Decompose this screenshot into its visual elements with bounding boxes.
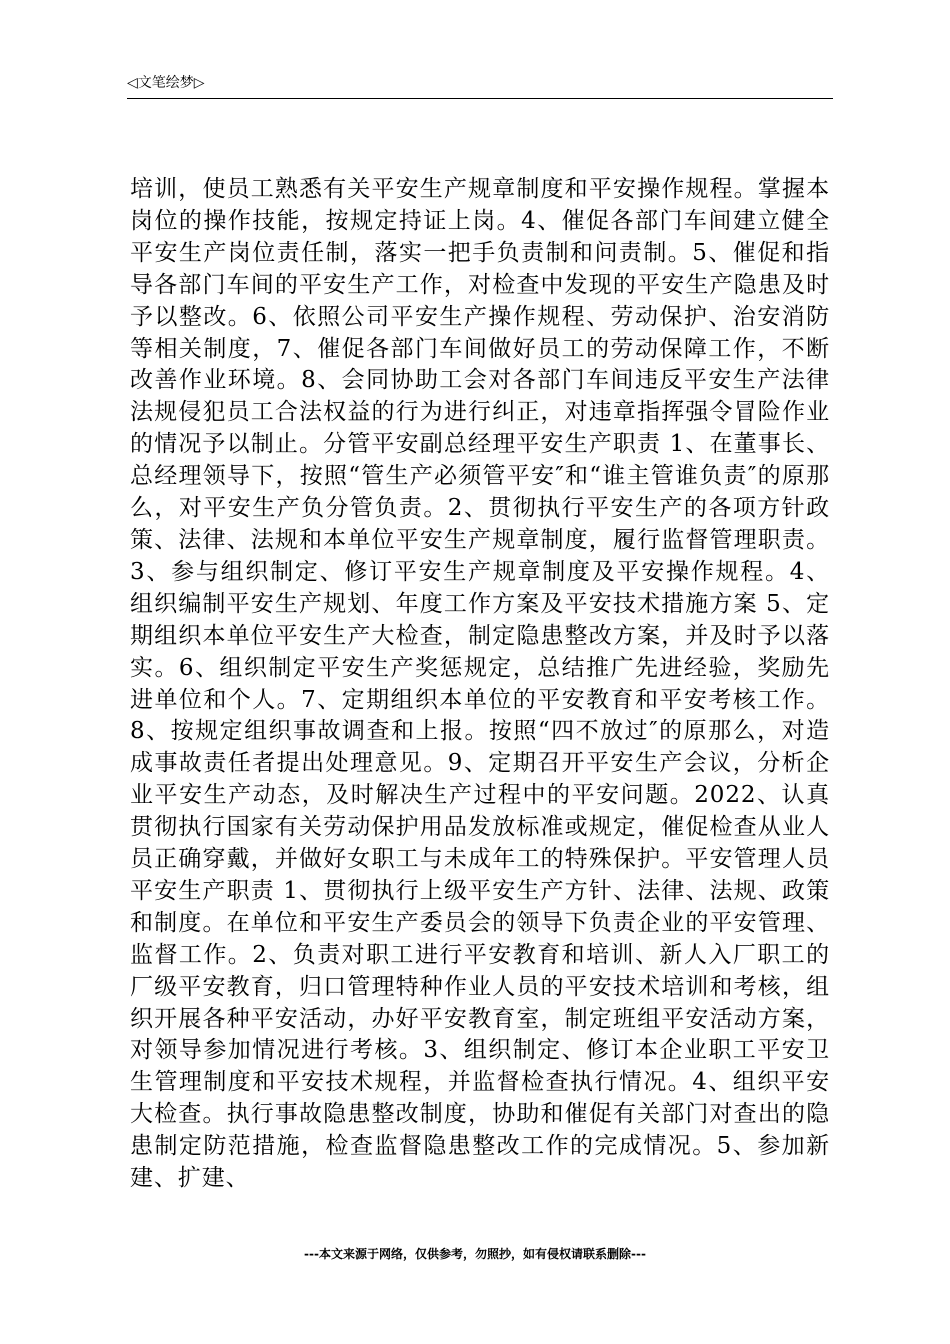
document-body-text: 培训，使员工熟悉有关平安生产规章制度和平安操作规程。掌握本岗位的操作技能，按规定持证上岗。4、催促各部门车间建立健全平安生产岗位责任制，落实一把手负责制和问责制。5、催促和指导各部门车间的平安生产工作，对检查中发现的平安生产隐患及时予以整改。6、依照公司平安生产操作规程、劳动保护、治安消防等相关制度，7、催促各部门车间做好员工的劳动保障工作，不断改善作业环境。8、会同协助工会对各部门车间违反平安生产法律法规侵犯员工合法权益的行为进行纠正，对违章指挥强令冒险作业的情况予以制止。分管平安副总经理平安生产职责 1、在董事长、总经理领导下，按照“管生产必须管平安″和“谁主管谁负责″的原那么，对平安生产负分管负责。2、贯彻执行平安生产的各项方针政策、法律、法规和本单位平安生产规章制度，履行监督管理职责。3、参与组织制定、修订平安生产规章制度及平安操作规程。4、组织编制平安生产规划、年度工作方案及平安技术措施方案 5、定期组织本单位平安生产大检查，制定隐患整改方案，并及时予以落实。6、组织制定平安生产奖惩规定，总结推广先进经验，奖励先进单位和个人。7、定期组织本单位的平安教育和平安考核工作。8、按规定组织事故调查和上报。按照“四不放过″的原那么，对造成事故责任者提出处理意见。9、定期召开平安生产会议，分析企业平安生产动态，及时解决生产过程中的平安问题。2022、认真贯彻执行国家有关劳动保护用品发放标准或规定，催促检查从业人员正确穿戴，并做好女职工与未成年工的特殊保护。平安管理人员平安生产职责 1、贯彻执行上级平安生产方针、法律、法规、政策和制度。在单位和平安生产委员会的领导下负责企业的平安管理、监督工作。2、负责对职工进行平安教育和培训、新人入厂职工的厂级平安教育，归口管理特种作业人员的平安技术培训和考核，组织开展各种平安活动，办好平安教育室，制定班组平安活动方案，对领导参加情况进行考核。3、组织制定、修订本企业职工平安卫生管理制度和平安技术规程，并监督检查执行情况。4、组织平安大检查。执行事故隐患整改制度，协助和催促有关部门对查出的隐患制定防范措施，检查监督隐患整改工作的完成情况。5、参加新建、扩建、 [130,176,830,1192]
footer-disclaimer: ---本文来源于网络，仅供参考，勿照抄，如有侵权请联系删除--- [304,1247,646,1261]
page-header [127,72,833,99]
header-title: ◁文笔绘梦▷ [127,75,205,91]
